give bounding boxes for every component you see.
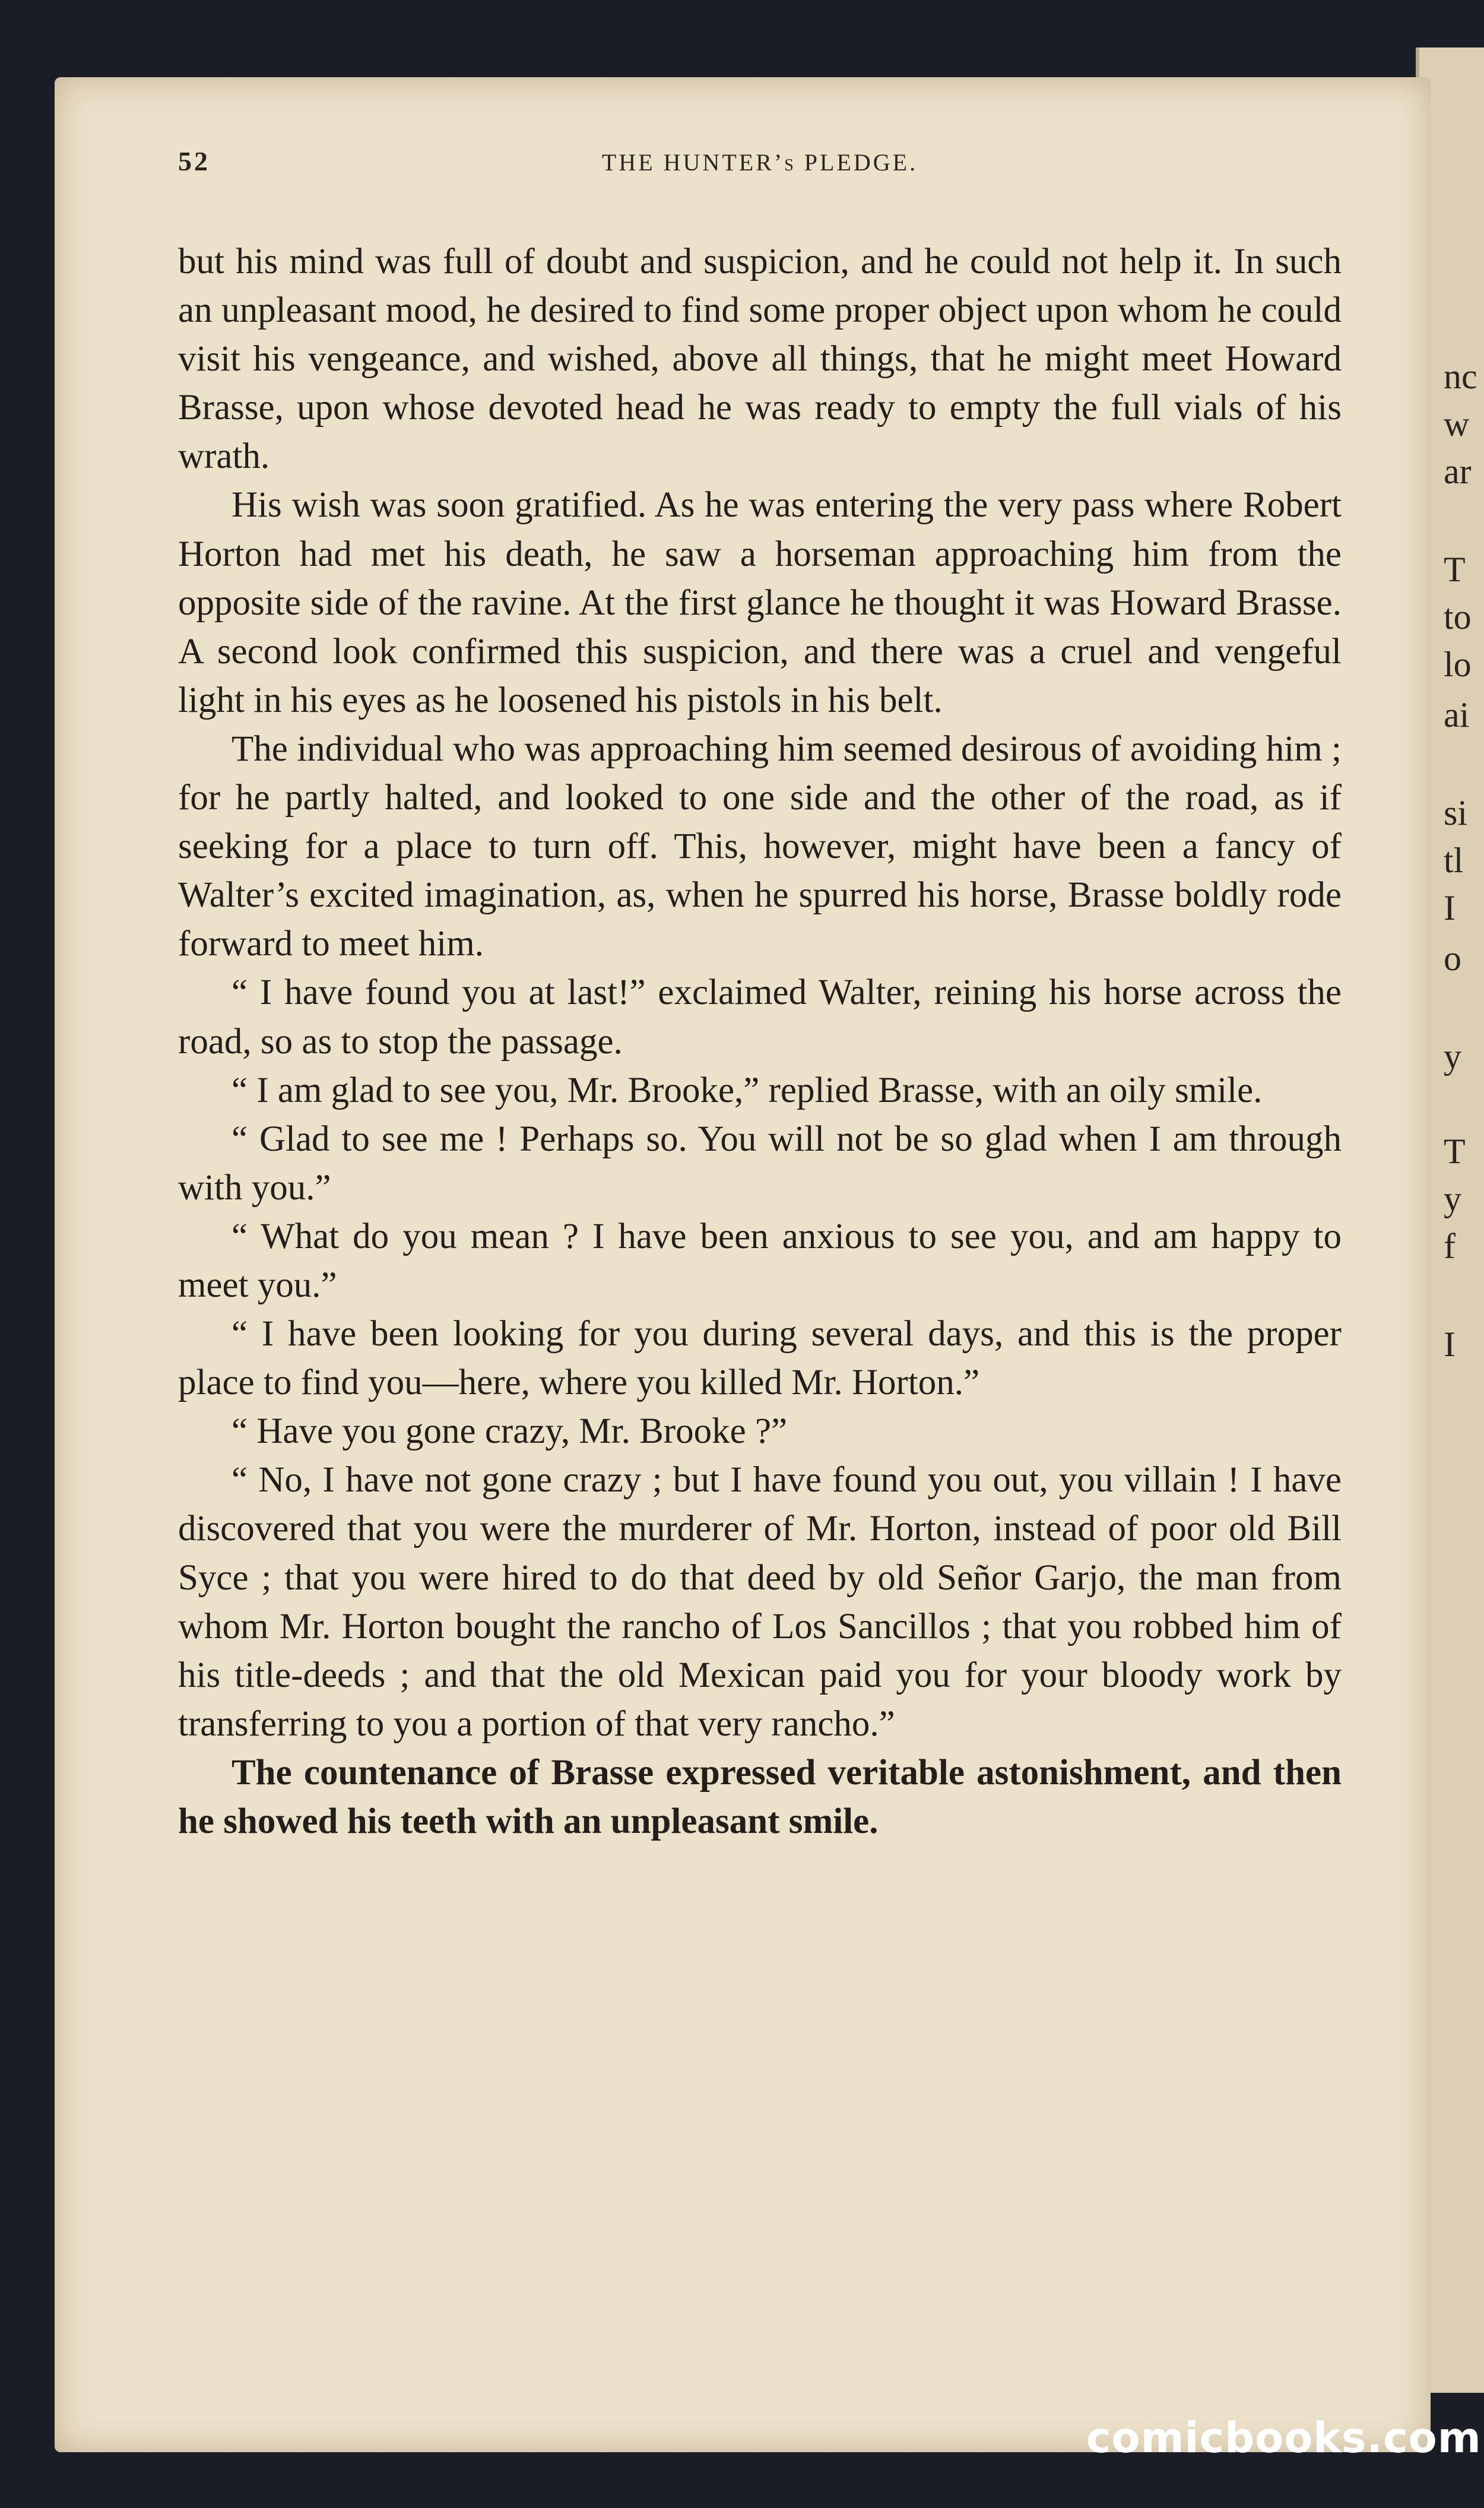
page-number: 52	[178, 146, 210, 176]
paragraph: “ What do you mean ? I have been anxious to see you, and am happy to meet you.”	[178, 1216, 1342, 1305]
paragraph: but his mind was full of doubt and suspicion, and he could not help it. In such an unpleasant mood, he desired to find some proper object upon whom he could visit his vengeance, and wished, above all things, that he might meet Howard Brasse, upon whose devoted head he was ready to empty the full vials of his wrath.	[178, 242, 1342, 477]
fragment: I	[1444, 1325, 1456, 1364]
paragraph: “ Glad to see me ! Perhaps so. You will not be so glad when I am through with you.”	[178, 1119, 1342, 1208]
fragment: o	[1444, 939, 1461, 978]
paragraph: “ I have found you at last!” exclaimed Walter, reining his horse across the road, so as to stop the passage.	[178, 973, 1342, 1062]
page-header	[178, 145, 1342, 187]
fragment: T	[1444, 1132, 1466, 1171]
site-watermark: comicbooks.com	[1086, 2414, 1482, 2462]
paragraph: The individual who was approaching him seemed desirous of avoiding him ; for he partly halted, and looked to one side and the other of the road, as if seeking for a place to turn off. This, however, might have been a fancy of Walter’s excited imagination, as, when he spurred his horse, Brasse boldly rode forward to meet him.	[178, 729, 1342, 964]
running-title: THE HUNTER’s PLEDGE.	[601, 149, 918, 176]
fragment: ar	[1444, 452, 1472, 491]
fragment: w	[1444, 404, 1470, 444]
fragment: y	[1444, 1179, 1461, 1218]
fragment: lo	[1444, 645, 1472, 684]
body-text	[178, 238, 1342, 1846]
paragraph: “ I have been looking for you during several days, and this is the proper place to find you—here, where you killed Mr. Horton.”	[178, 1314, 1342, 1403]
fragment: f	[1444, 1227, 1456, 1266]
paragraph: His wish was soon gratified. As he was entering the very pass where Robert Horton had met his death, he saw a horseman approaching him from the opposite side of the ravine. At the first glance he thought it was Howard Brasse. A second look confirmed this suspicion, and there was a cruel and vengeful light in his eyes as he loosened his pistols in his belt.	[178, 485, 1342, 720]
fragment: T	[1444, 550, 1466, 589]
fragment: ai	[1444, 695, 1470, 734]
fragment: si	[1444, 793, 1468, 832]
fragment: nc	[1444, 357, 1477, 396]
paragraph: “ I am glad to see you, Mr. Brooke,” replied Brasse, with an oily smile.	[232, 1070, 1263, 1110]
fragment: y	[1444, 1037, 1461, 1076]
facing-page-text-fragments	[1444, 0, 1484, 2508]
fragment: to	[1444, 597, 1472, 636]
fragment: I	[1444, 888, 1456, 927]
paragraph: “ No, I have not gone crazy ; but I have found you out, you villain ! I have discovered that you were the murderer of Mr. Horton, instead of poor old Bill Syce ; that you were hired to do that deed by old Señor Garjo, the man from whom Mr. Horton bought the rancho of Los Sancillos ; that you robbed him of his title-deeds ; and that the old Mexican paid you for your bloody work by transferring to you a portion of that very rancho.”	[178, 1460, 1342, 1744]
paragraph: “ Have you gone crazy, Mr. Brooke ?”	[232, 1411, 788, 1452]
paragraph: The countenance of Brasse expressed veritable astonishment, and then he showed his teeth with an unpleasant smile.	[178, 1752, 1342, 1841]
fragment: tl	[1444, 841, 1464, 880]
